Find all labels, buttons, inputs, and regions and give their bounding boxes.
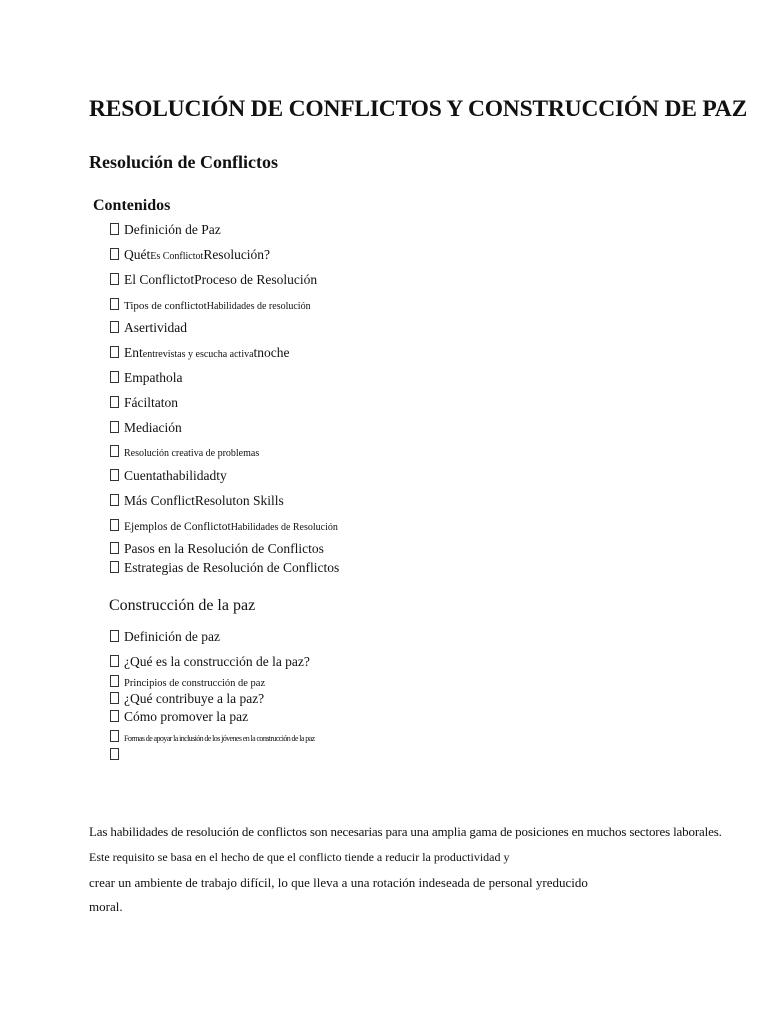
checkbox-icon	[110, 421, 119, 433]
toc-item-text-small: Es Conflictot	[150, 251, 204, 262]
toc-item[interactable]	[110, 297, 311, 315]
toc-item-text: Estrategias de Resolución de Conflictos	[124, 560, 340, 575]
toc-item-text: Resolución?	[203, 247, 271, 262]
toc-item-text: tnoche	[253, 345, 290, 360]
toc-item[interactable]	[110, 691, 264, 707]
toc-item-text: Definición de Paz	[124, 222, 221, 237]
paragraph-line: Este requisito se basa en el hecho de que el conflicto tiende a reducir la productividad y	[89, 850, 510, 864]
toc-item[interactable]	[110, 468, 227, 484]
toc-item-text: El ConflictotProceso de Resolución	[124, 272, 318, 287]
toc-item-text: Mediación	[124, 420, 182, 435]
toc-item[interactable]	[110, 272, 317, 288]
checkbox-icon	[110, 321, 119, 333]
checkbox-icon	[110, 542, 119, 554]
toc-item-text-small: Resolución creativa de problemas	[124, 448, 260, 459]
section-heading: Construcción de la paz	[109, 597, 256, 614]
toc-item[interactable]	[110, 654, 310, 670]
toc-item-text: ¿Qué es la construcción de la paz?	[124, 654, 310, 669]
toc-item[interactable]	[110, 629, 220, 645]
toc-item-text: Tipos de conflictot	[124, 300, 207, 312]
toc-item-text-small: Principios de construcción de paz	[124, 678, 266, 689]
toc-item-text: Quét	[124, 247, 151, 262]
checkbox-icon	[110, 223, 119, 235]
checkbox-icon	[110, 748, 119, 760]
checkbox-icon	[110, 469, 119, 481]
checkbox-icon	[110, 519, 119, 531]
toc-item[interactable]	[110, 493, 284, 509]
toc-item-text: Definición de paz	[124, 629, 220, 644]
toc-item[interactable]	[110, 518, 338, 536]
page-title: RESOLUCIÓN DE CONFLICTOS Y CONSTRUCCIÓN DE PAZ	[89, 96, 748, 122]
toc-item[interactable]	[110, 747, 124, 763]
checkbox-icon	[110, 675, 119, 687]
toc-item-text-small: Formas de apoyar la inclusión de los jóvenes en la construcción de la paz	[124, 734, 315, 743]
toc-item-text: Empathola	[124, 370, 183, 385]
checkbox-icon	[110, 371, 119, 383]
checkbox-icon	[110, 494, 119, 506]
checkbox-icon	[110, 445, 119, 457]
contents-heading: Contenidos	[93, 197, 171, 214]
toc-item-text: Ent	[124, 345, 143, 360]
checkbox-icon	[110, 298, 119, 310]
toc-item-text: Ejemplos de Conflictot	[124, 521, 231, 533]
toc-item[interactable]	[110, 674, 265, 692]
paragraph-line: crear un ambiente de trabajo difícil, lo que lleva a una rotación indeseada de personal yreducido	[89, 875, 588, 890]
toc-item-text: Más ConflictResoluton Skills	[124, 493, 284, 508]
toc-item[interactable]	[110, 370, 182, 386]
toc-item[interactable]	[110, 247, 270, 265]
toc-item[interactable]	[110, 709, 248, 725]
checkbox-icon	[110, 396, 119, 408]
toc-item-text-small: Habilidades de Resolución	[230, 522, 338, 533]
paragraph-line: moral.	[89, 899, 123, 914]
toc-item-text-small: Habilidades de resolución	[206, 301, 311, 312]
toc-item-text: Fáciltaton	[124, 395, 178, 410]
section-subtitle: Resolución de Conflictos	[89, 152, 278, 172]
checkbox-icon	[110, 655, 119, 667]
checkbox-icon	[110, 630, 119, 642]
checkbox-icon	[110, 346, 119, 358]
toc-item[interactable]	[110, 560, 339, 576]
checkbox-icon	[110, 561, 119, 573]
toc-item-text: Asertividad	[124, 320, 187, 335]
toc-item[interactable]	[110, 320, 187, 336]
toc-item[interactable]	[110, 395, 178, 411]
checkbox-icon	[110, 692, 119, 704]
toc-item[interactable]	[110, 729, 315, 747]
toc-item[interactable]	[110, 444, 259, 462]
paragraph-line: Las habilidades de resolución de conflictos son necesarias para una amplia gama de posiciones en muchos sectores laborales.	[89, 824, 722, 839]
toc-item-text: ¿Qué contribuye a la paz?	[124, 691, 265, 706]
toc-item[interactable]	[110, 345, 290, 363]
toc-item[interactable]	[110, 222, 221, 238]
toc-item[interactable]	[110, 420, 182, 436]
toc-item-text: Cuentathabilidadty	[124, 468, 227, 483]
toc-item-text: Pasos en la Resolución de Conflictos	[124, 541, 324, 556]
toc-item-text-small: entrevistas y escucha activa	[142, 349, 254, 360]
checkbox-icon	[110, 248, 119, 260]
checkbox-icon	[110, 730, 119, 742]
toc-item[interactable]	[110, 541, 324, 557]
checkbox-icon	[110, 710, 119, 722]
checkbox-icon	[110, 273, 119, 285]
toc-item-text: Cómo promover la paz	[124, 709, 249, 724]
